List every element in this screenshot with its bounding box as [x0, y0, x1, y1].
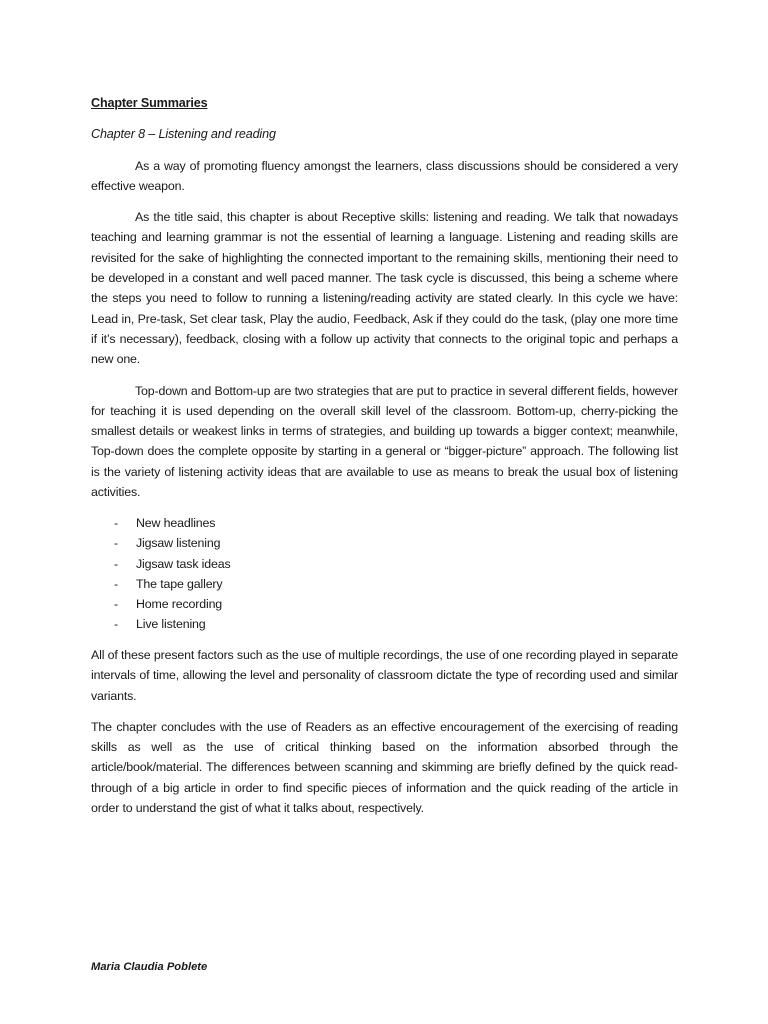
list-bullet: -: [114, 596, 118, 611]
list-item-label: Jigsaw task ideas: [136, 556, 231, 571]
author-footer: Maria Claudia Poblete: [91, 961, 208, 973]
list-item-label: Jigsaw listening: [136, 536, 221, 551]
list-item-label: New headlines: [136, 516, 216, 531]
paragraph-intro: As a way of promoting fluency amongst the learners, class discussions should be considered a very effective weapon.: [91, 158, 678, 193]
list-bullet: -: [114, 516, 118, 531]
activity-list: [91, 513, 678, 634]
document-body: [91, 93, 678, 829]
list-item: [91, 594, 678, 614]
list-item: [91, 554, 678, 574]
list-item: [91, 574, 678, 594]
list-item: [91, 533, 678, 553]
list-item: [91, 513, 678, 533]
paragraph-conclusion: The chapter concludes with the use of Readers as an effective encouragement of the exercising of reading skills as well as the use of critical thinking based on the information absorbed through the article/book/material. The differences between scanning and skimming are briefly defined by the quick read-through of a big article in order to find specific pieces of information and the quick reading of the article in order to understand the gist of what it talks about, respectively.: [91, 719, 678, 815]
page-title: Chapter Summaries: [91, 96, 208, 110]
paragraph-receptive-skills: As the title said, this chapter is about Receptive skills: listening and reading. We talk that nowadays teaching and learning grammar is not the essential of learning a language. Listening and reading skills are revisited for the sake of highlighting the connected important to the remaining skills, mentioning their need to be developed in a constant and well paced manner. The task cycle is discussed, this being a scheme where the steps you need to follow to running a listening/reading activity are stated clearly. In this cycle we have: Lead in, Pre-task, Set clear task, Play the audio, Feedback, Ask if they could do the task, (play one more time if it’s necessary), feedback, closing with a follow up activity that connects to the original topic and perhaps a new one.: [91, 210, 678, 367]
chapter-subtitle: Chapter 8 – Listening and reading: [91, 127, 276, 142]
paragraph-top-down-bottom-up: Top-down and Bottom-up are two strategies that are put to practice in several different fields, however for teaching it is used depending on the overall skill level of the classroom. Bottom-up, cherry-picking the smallest details or weakest links in terms of strategies, and building up towards a bigger context; meanwhile, Top-down does the complete opposite by starting in a general or “bigger-picture” approach. The following list is the variety of listening activity ideas that are available to use as means to break the usual box of listening activities.: [91, 383, 678, 500]
list-item-label: Live listening: [136, 616, 206, 631]
paragraph-recordings: All of these present factors such as the use of multiple recordings, the use of one recording played in separate intervals of time, allowing the level and personality of classroom dictate the type of recording used and similar variants.: [91, 647, 678, 703]
list-item-label: Home recording: [136, 596, 223, 611]
list-bullet: -: [114, 576, 118, 591]
list-bullet: -: [114, 616, 118, 631]
list-item-label: The tape gallery: [136, 576, 223, 591]
list-bullet: -: [114, 556, 118, 571]
list-item: [91, 614, 678, 634]
list-bullet: -: [114, 536, 118, 551]
